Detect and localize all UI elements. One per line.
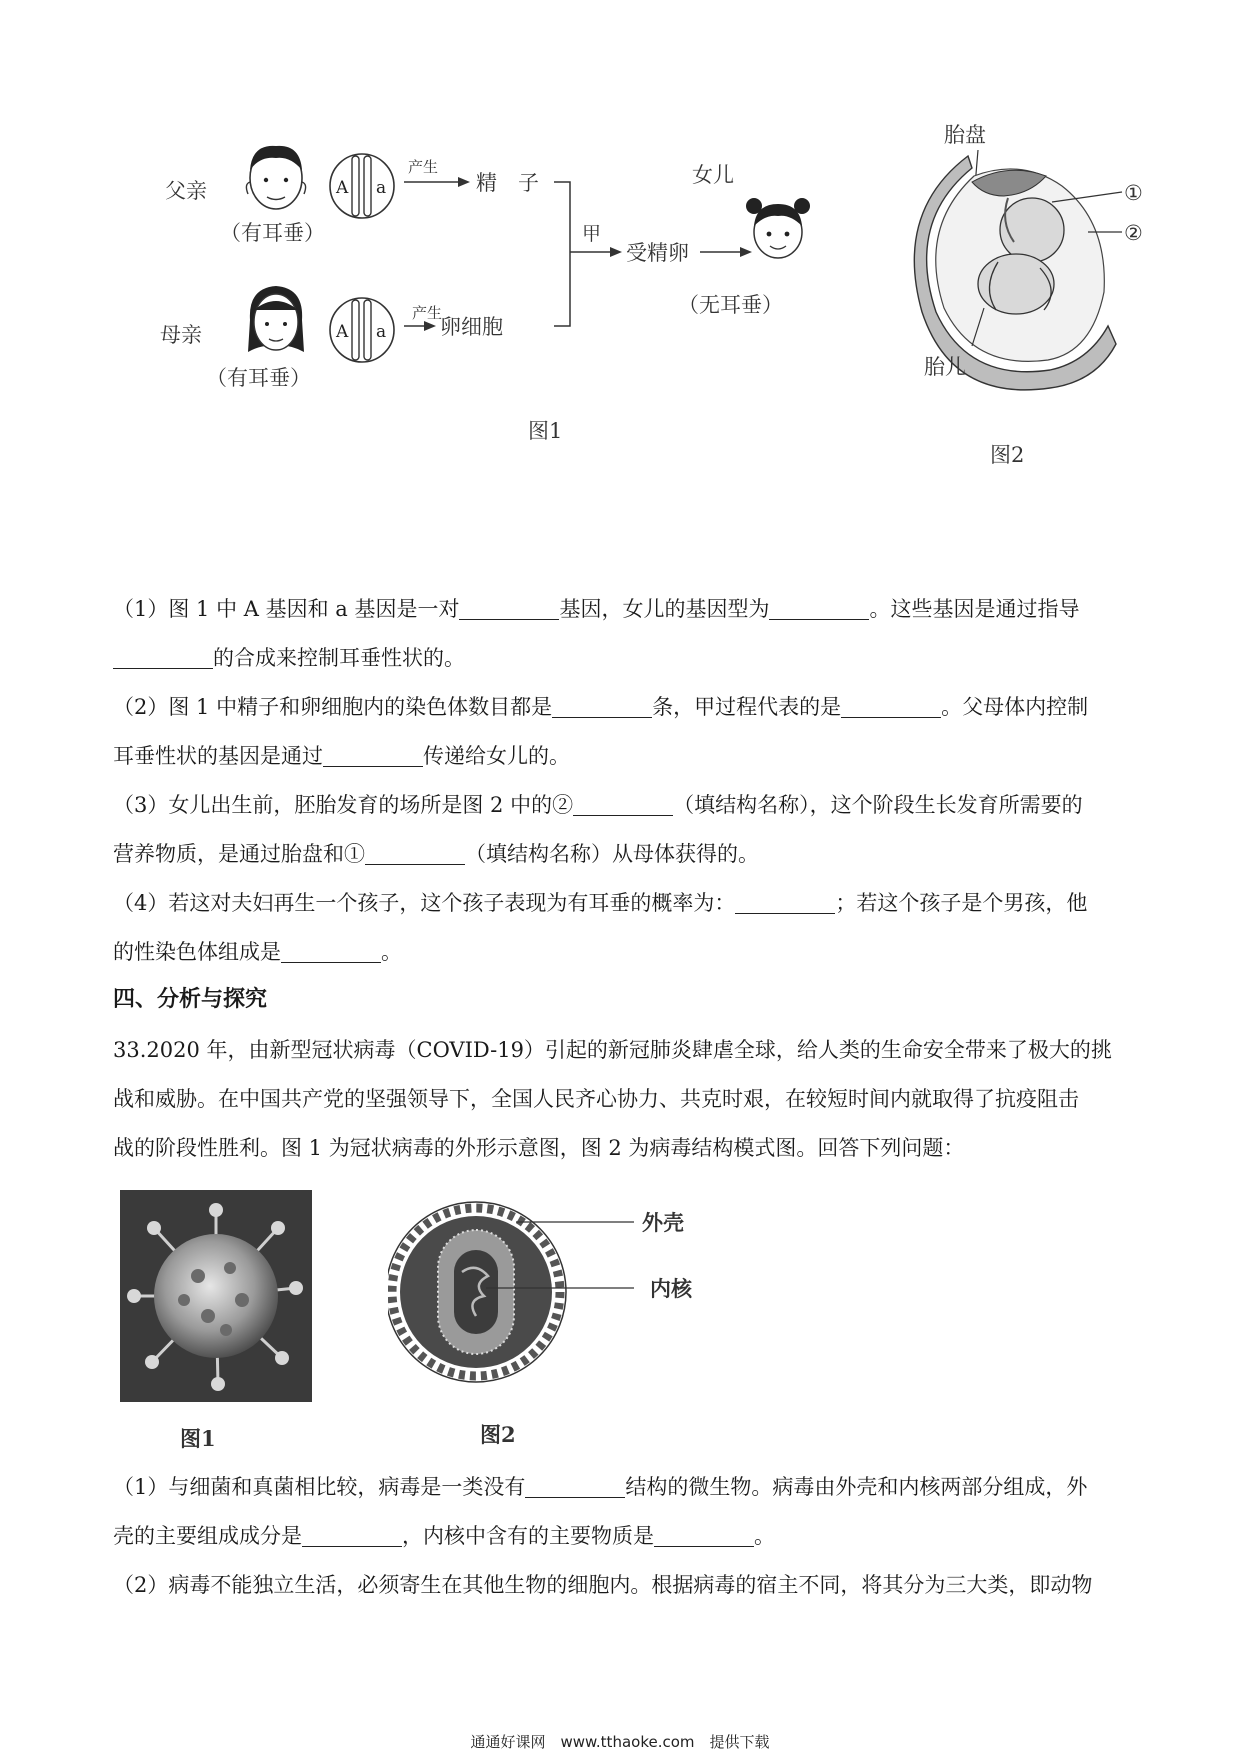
answer-blank[interactable] xyxy=(654,1524,754,1547)
svg-text:A: A xyxy=(336,178,349,198)
figure2-caption: 图2 xyxy=(990,443,1025,467)
q32-part1-line1: （1）图 1 中 A 基因和 a 基因是一对 基因，女儿的基因型为 。这些基因是通过指导 xyxy=(113,597,1080,621)
answer-blank[interactable] xyxy=(323,744,423,767)
answer-blank[interactable] xyxy=(525,1475,625,1498)
svg-text:a: a xyxy=(376,322,387,342)
answer-blank[interactable] xyxy=(281,940,381,963)
svg-text:a: a xyxy=(376,178,387,198)
virus-core xyxy=(438,1230,514,1354)
page-footer: 通通好课网 www.tthaoke.com 提供下载 xyxy=(470,1733,770,1751)
q32-part3-line2: 营养物质，是通过胎盘和① （填结构名称）从母体获得的。 xyxy=(113,842,759,866)
produce-label-mother: 产生 xyxy=(412,304,443,322)
fetus-label: 胎儿 xyxy=(924,355,966,379)
shell-label: 外壳 xyxy=(642,1210,684,1235)
virus-photo-figure xyxy=(118,1188,318,1458)
daughter-face-icon xyxy=(746,198,810,258)
answer-blank[interactable] xyxy=(841,695,941,718)
daughter-label: 女儿 xyxy=(692,163,734,187)
q33-part2-line1: （2）病毒不能独立生活，必须寄生在其他生物的细胞内。根据病毒的宿主不同，将其分为三大类，即动物 xyxy=(113,1573,1093,1597)
mother-label: 母亲 xyxy=(160,323,202,347)
q32-part2-line1: （2）图 1 中精子和卵细胞内的染色体数目都是 条，甲过程代表的是 。父母体内控制 xyxy=(113,695,1089,719)
daughter-trait-label: （无耳垂） xyxy=(678,293,783,317)
q33-intro-line2: 战和威胁。在中国共产党的坚强领导下，全国人民齐心协力、共克时艰，在较短时间内就取得了抗疫阻击 xyxy=(113,1087,1079,1111)
virus-fig1-caption: 图1 xyxy=(180,1426,216,1451)
mother-trait-label: （有耳垂） xyxy=(206,366,311,390)
answer-blank[interactable] xyxy=(459,597,559,620)
father-trait-label: （有耳垂） xyxy=(220,221,325,245)
q32-part3-line1: （3）女儿出生前，胚胎发育的场所是图 2 中的② （填结构名称），这个阶段生长发育所需要的 xyxy=(113,793,1083,817)
q32-part1-line2: 的合成来控制耳垂性状的。 xyxy=(113,643,1133,673)
q33-intro-line3: 战的阶段性胜利。图 1 为冠状病毒的外形示意图，图 2 为病毒结构模式图。回答下列问题： xyxy=(113,1136,965,1160)
answer-blank[interactable] xyxy=(365,842,465,865)
figure1-inheritance-diagram xyxy=(140,140,900,480)
mark-2-label: ② xyxy=(1124,221,1143,245)
zygote-label: 受精卵 xyxy=(626,241,689,265)
answer-blank[interactable] xyxy=(302,1524,402,1547)
q33-part1-line1: （1）与细菌和真菌相比较，病毒是一类没有 结构的微生物。病毒由外壳和内核两部分组成，外 xyxy=(113,1475,1088,1499)
mother-face-icon xyxy=(248,286,304,352)
mother-cell xyxy=(330,298,394,362)
father-face-icon xyxy=(246,146,305,209)
sperm-label: 精 子 xyxy=(476,171,539,195)
virus-fig2-caption: 图2 xyxy=(480,1422,516,1447)
process-jia-label: 甲 xyxy=(582,223,602,245)
q32-part4-line2: 的性染色体组成是 。 xyxy=(113,940,402,964)
answer-blank[interactable] xyxy=(113,646,213,669)
produce-label-father: 产生 xyxy=(408,158,439,176)
q33-part1-line2: 壳的主要组成成分是 ，内核中含有的主要物质是 。 xyxy=(113,1524,775,1548)
answer-blank[interactable] xyxy=(552,695,652,718)
placenta-label: 胎盘 xyxy=(944,123,986,147)
q32-part4-line1: （4）若这对夫妇再生一个孩子，这个孩子表现为有耳垂的概率为： ；若这个孩子是个男孩，他 xyxy=(113,891,1088,915)
core-label: 内核 xyxy=(650,1276,692,1301)
father-cell xyxy=(330,154,394,218)
virus-structure-figure xyxy=(388,1192,718,1454)
q32-part2-line2: 耳垂性状的基因是通过 传递给女儿的。 xyxy=(113,744,570,768)
egg-label: 卵细胞 xyxy=(440,315,503,339)
figure1-caption: 图1 xyxy=(528,419,563,443)
mark-1-label: ① xyxy=(1124,181,1143,205)
section-heading: 四、分析与探究 xyxy=(113,987,268,1012)
father-label: 父亲 xyxy=(165,179,207,203)
svg-text:A: A xyxy=(336,322,349,342)
answer-blank[interactable] xyxy=(769,597,869,620)
figure2-uterus-diagram xyxy=(912,112,1152,482)
answer-blank[interactable] xyxy=(573,793,673,816)
answer-blank[interactable] xyxy=(735,891,835,914)
q33-intro-line1: 33.2020 年，由新型冠状病毒（COVID-19）引起的新冠肺炎肆虐全球，给人类的生命安全带来了极大的挑 xyxy=(113,1038,1112,1062)
